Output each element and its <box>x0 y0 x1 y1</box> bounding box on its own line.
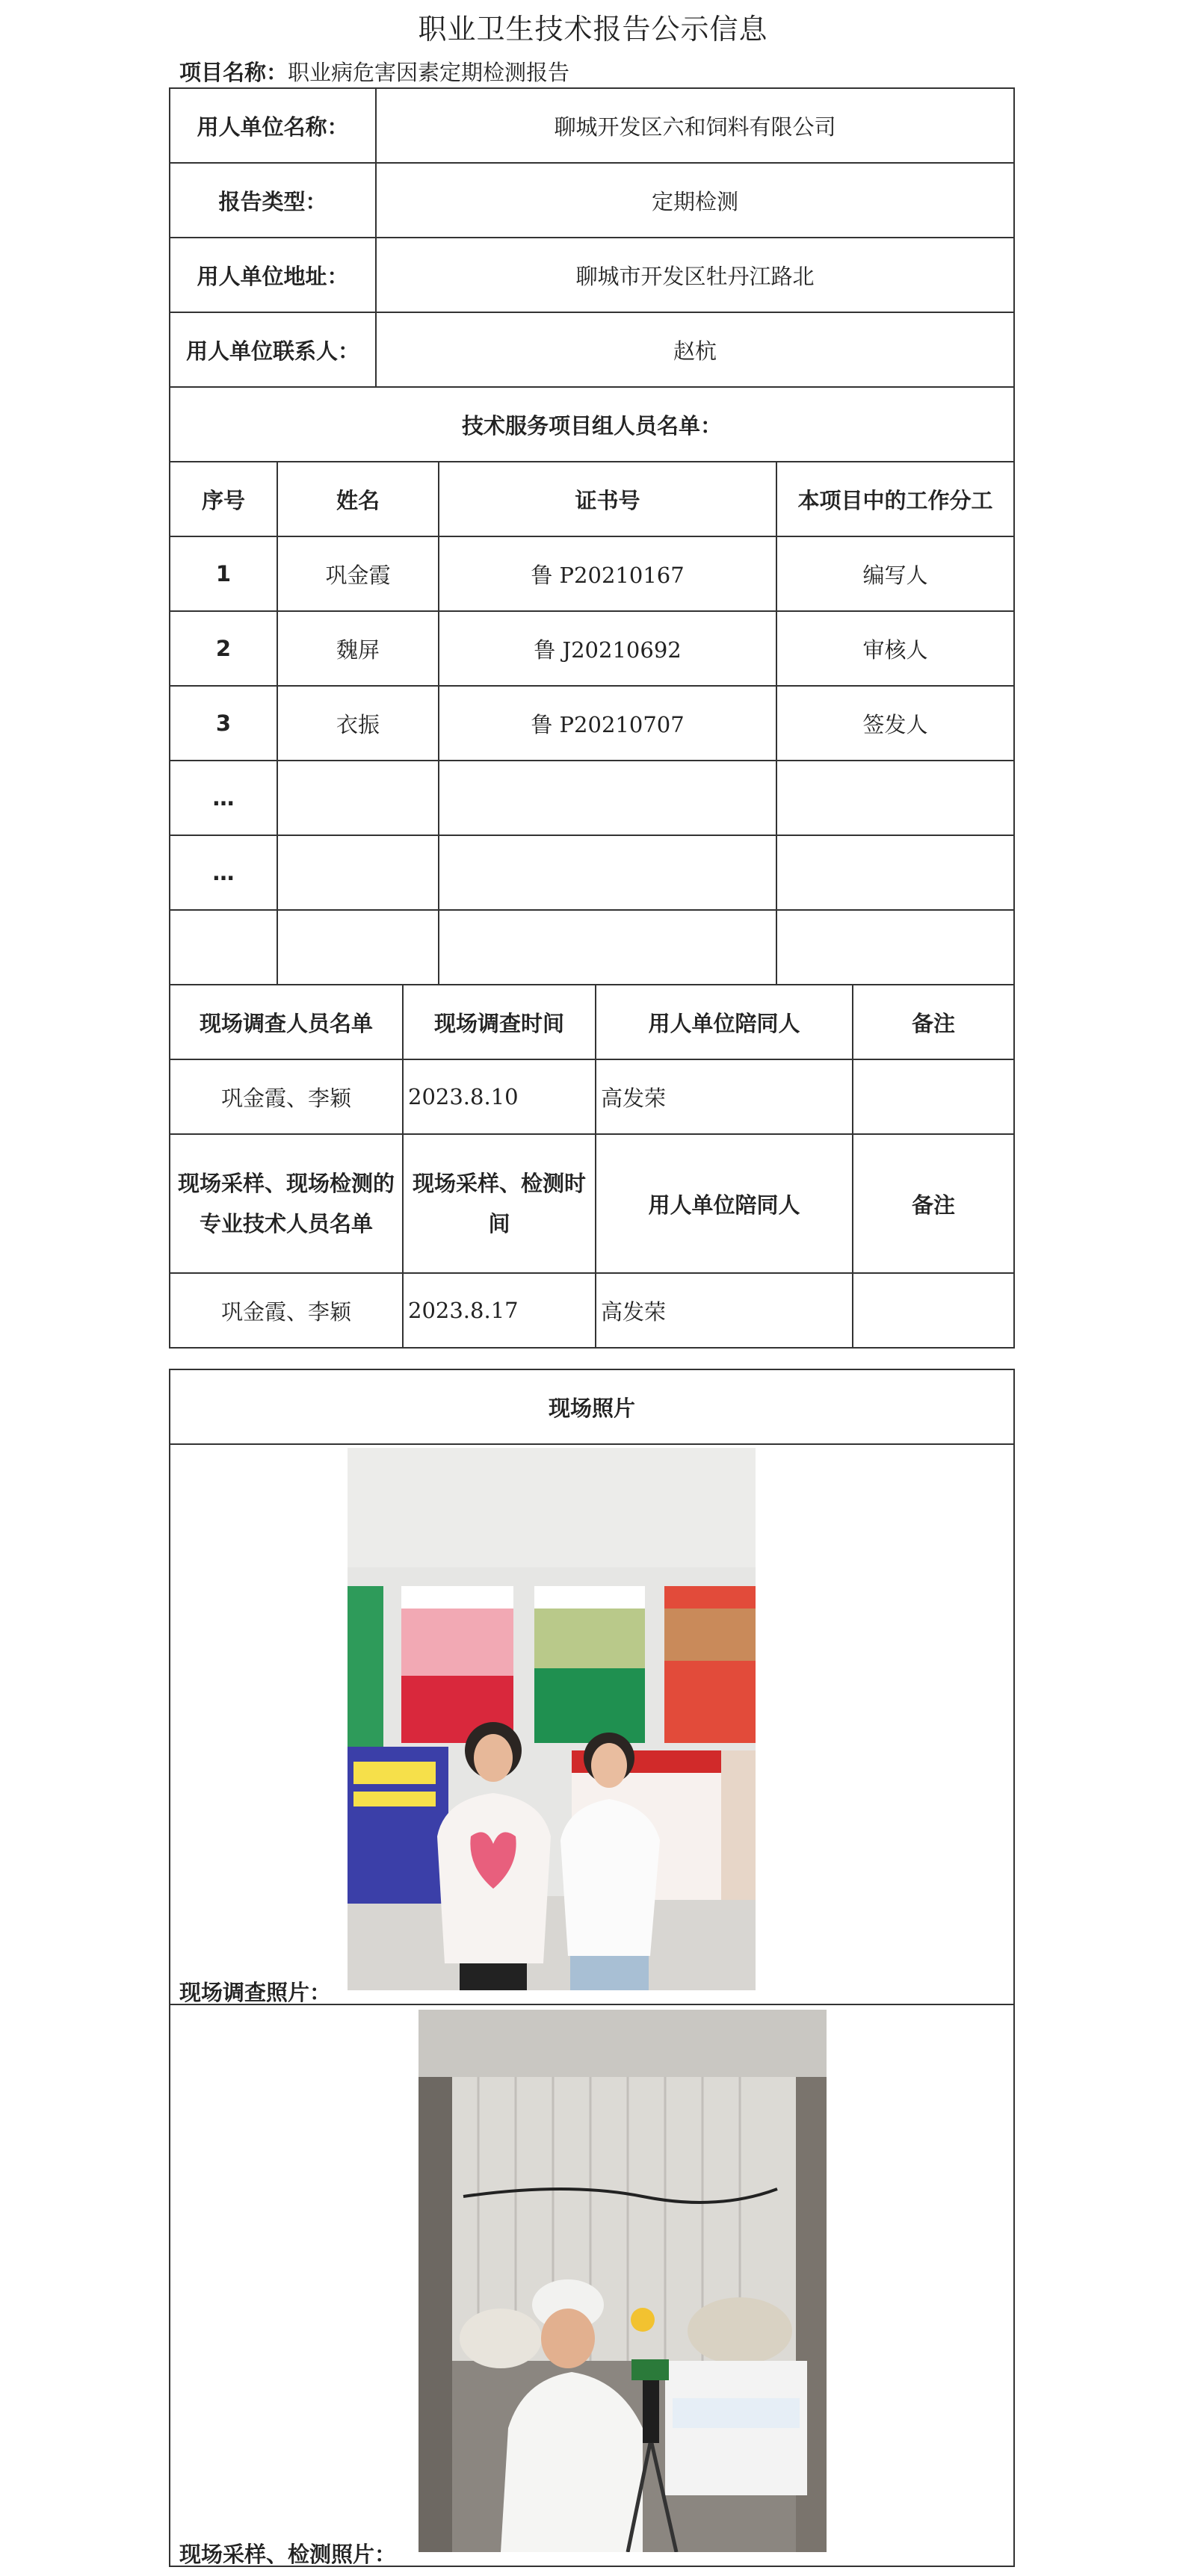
table-row <box>170 1273 1014 1348</box>
certificate-number: 鲁 J20210692 <box>439 611 776 686</box>
column-header: 本项目中的工作分工 <box>776 462 1014 536</box>
column-header: 现场调查时间 <box>403 985 596 1059</box>
member-name <box>277 910 439 985</box>
row-index: 1 <box>170 536 277 611</box>
member-role: 编写人 <box>776 536 1014 611</box>
certificate-number: 鲁 P20210707 <box>439 686 776 761</box>
column-header: 用人单位陪同人 <box>596 985 853 1059</box>
column-header: 现场采样、检测时间 <box>403 1134 596 1273</box>
row-index: … <box>170 835 277 910</box>
info-row <box>170 312 1014 387</box>
team-header-row <box>170 462 1014 536</box>
member-role: 审核人 <box>776 611 1014 686</box>
info-label: 报告类型： <box>170 163 376 238</box>
table-row <box>170 910 1014 985</box>
info-label: 用人单位联系人： <box>170 312 376 387</box>
project-label: 项目名称： <box>179 60 288 85</box>
escort-person: 高发荣 <box>596 1059 853 1134</box>
column-header: 姓名 <box>277 462 439 536</box>
member-name: 魏屏 <box>277 611 439 686</box>
row-index <box>170 910 277 985</box>
table-row <box>170 611 1014 686</box>
column-header: 备注 <box>853 985 1014 1059</box>
certificate-number <box>439 910 776 985</box>
team-heading: 技术服务项目组人员名单： <box>170 387 1014 462</box>
info-row <box>170 238 1014 312</box>
info-value: 聊城市开发区牡丹江路北 <box>376 238 1014 312</box>
table-row <box>170 835 1014 910</box>
survey-date: 2023.8.10 <box>403 1059 596 1134</box>
remark <box>853 1059 1014 1134</box>
info-value: 聊城开发区六和饲料有限公司 <box>376 88 1014 163</box>
certificate-number <box>439 835 776 910</box>
member-name <box>277 835 439 910</box>
team-table <box>169 386 1015 985</box>
column-header: 证书号 <box>439 462 776 536</box>
table-row <box>170 536 1014 611</box>
member-role <box>776 761 1014 835</box>
photos-heading: 现场照片 <box>170 1369 1014 1444</box>
row-index: 3 <box>170 686 277 761</box>
survey-photo <box>348 1448 756 1990</box>
survey-header-row <box>170 985 1014 1059</box>
sampling-date: 2023.8.17 <box>403 1273 596 1348</box>
certificate-number <box>439 761 776 835</box>
info-value: 赵杭 <box>376 312 1014 387</box>
member-name: 衣振 <box>277 686 439 761</box>
column-header: 现场调查人员名单 <box>170 985 403 1059</box>
column-header: 用人单位陪同人 <box>596 1134 853 1273</box>
column-header: 现场采样、现场检测的专业技术人员名单 <box>170 1134 403 1273</box>
table-row <box>170 1059 1014 1134</box>
page-title: 职业卫生技术报告公示信息 <box>418 13 768 46</box>
info-value: 定期检测 <box>376 163 1014 238</box>
info-table <box>169 87 1015 388</box>
sampling-photo <box>419 2010 827 2552</box>
info-row <box>170 88 1014 163</box>
survey-photo-caption: 现场调查照片： <box>179 1980 332 2005</box>
sampling-photo-caption: 现场采样、检测照片： <box>179 2542 397 2567</box>
survey-table <box>169 984 1015 1349</box>
escort-person: 高发荣 <box>596 1273 853 1348</box>
info-row <box>170 163 1014 238</box>
column-header: 序号 <box>170 462 277 536</box>
sampling-header-row <box>170 1134 1014 1273</box>
member-name: 巩金霞 <box>277 536 439 611</box>
table-row <box>170 686 1014 761</box>
certificate-number: 鲁 P20210167 <box>439 536 776 611</box>
column-header: 备注 <box>853 1134 1014 1273</box>
table-row <box>170 761 1014 835</box>
project-value: 职业病危害因素定期检测报告 <box>288 60 570 85</box>
member-role: 签发人 <box>776 686 1014 761</box>
remark <box>853 1273 1014 1348</box>
project-name <box>179 56 569 87</box>
member-role <box>776 835 1014 910</box>
member-name <box>277 761 439 835</box>
row-index: 2 <box>170 611 277 686</box>
info-label: 用人单位名称： <box>170 88 376 163</box>
row-index: … <box>170 761 277 835</box>
info-label: 用人单位地址： <box>170 238 376 312</box>
survey-staff: 巩金霞、李颖 <box>170 1059 403 1134</box>
member-role <box>776 910 1014 985</box>
sampling-staff: 巩金霞、李颖 <box>170 1273 403 1348</box>
